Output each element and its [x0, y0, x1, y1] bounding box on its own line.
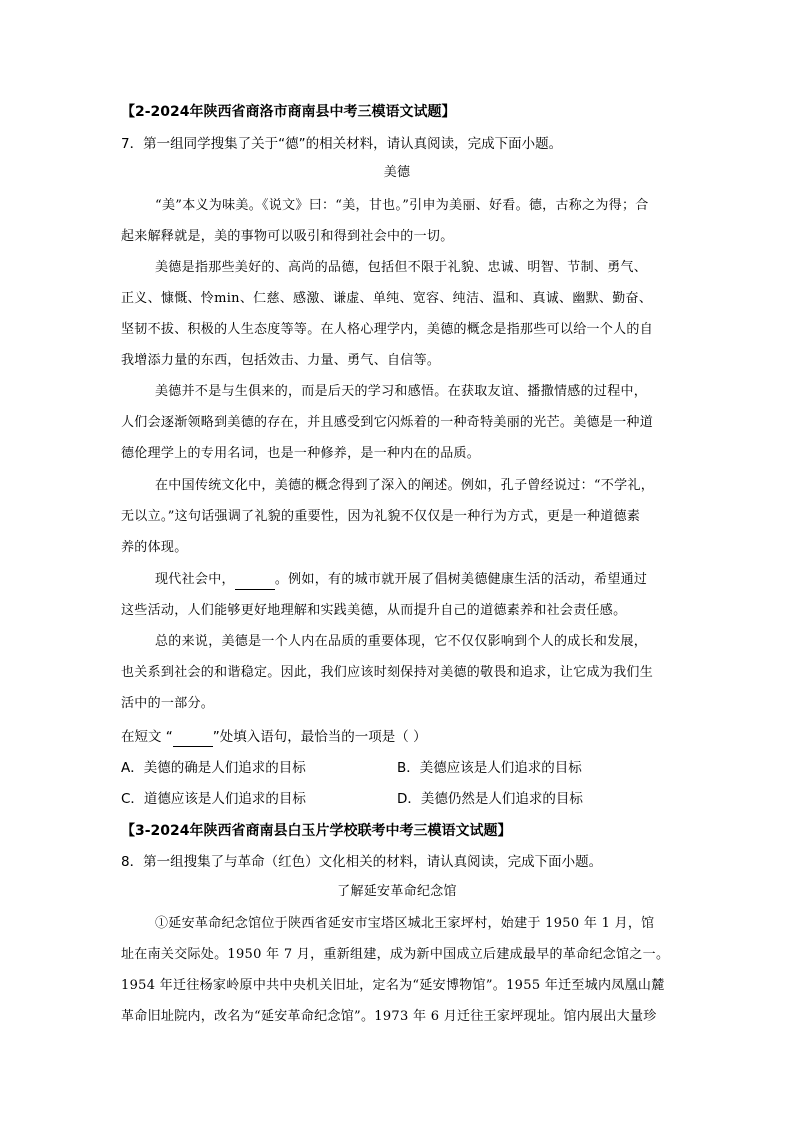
- article-line: 1954 年迁往杨家岭原中共中央机关旧址，定名为“延安博物馆”。1955 年迁至城内凤凰山麓: [121, 978, 665, 993]
- section-heading: 【2-2024年陕西省商洛市商南县中考三模语文试题】: [121, 104, 456, 120]
- option-c[interactable]: C．道德应该是人们追求的目标: [121, 791, 306, 807]
- article-line: 坚韧不拔、积极的人生态度等等。在人格心理学内，美德的概念是指那些可以给一个人的自: [121, 322, 654, 337]
- article-line: 这些活动，人们能够更好地理解和实践美德，从而提升自己的道德素养和社会责任感。: [121, 603, 627, 618]
- article-line: 我增添力量的东西，包括效击、力量、勇气、自信等。: [121, 353, 441, 368]
- article-text: 现代社会中，: [155, 572, 235, 587]
- article-line: 在中国传统文化中，美德的概念得到了深入的阐述。例如，孔子曾经说过：“不学礼，: [155, 478, 655, 493]
- question-stem: 7．第一组同学搜集了关于“德”的相关材料，请认真阅读，完成下面小题。: [121, 136, 563, 152]
- prompt-text: ”处填入语句，最恰当的一项是（ ）: [212, 729, 427, 745]
- article-line-with-blank: [155, 571, 647, 590]
- article-title: 美德: [383, 165, 411, 180]
- question-prompt: [121, 728, 427, 747]
- article-line: 人们会逐渐领略到美德的存在，并且感受到它闪烁着的一种奇特美丽的光芒。美德是一种道: [121, 415, 654, 430]
- article-line: 革命旧址院内，改名为“延安革命纪念馆”。1973 年 6 月迁往王家坪现址。馆内展出大量珍: [121, 1009, 657, 1024]
- article-line: 美德并不是与生俱来的，而是后天的学习和感悟。在获取友谊、播撒情感的过程中，: [155, 384, 648, 399]
- prompt-blank: [173, 728, 213, 747]
- article-line: 美德是指那些美好的、高尚的品德，包括但不限于礼貌、忠诚、明智、节制、勇气、: [155, 260, 648, 275]
- article-line: ①延安革命纪念馆位于陕西省延安市宝塔区城北王家坪村，始建于 1950 年 1 月，馆: [155, 916, 655, 931]
- option-a[interactable]: A．美德的确是人们追求的目标: [121, 760, 306, 776]
- article-line: 址在南关交际处。1950 年 7 月，重新组建，成为新中国成立后建成最早的革命纪念馆之一。: [121, 947, 670, 962]
- question-stem: 8．第一组搜集了与革命（红色）文化相关的材料，请认真阅读，完成下面小题。: [121, 854, 603, 870]
- article-text: 。例如，有的城市就开展了倡树美德健康生活的活动，希望通过: [274, 572, 648, 587]
- article-line: 养的体现。: [121, 540, 188, 555]
- article-line: “美”本义为味美。《说文》曰：“美，甘也。”引申为美丽、好看。德，古称之为得；合: [155, 198, 649, 213]
- option-b[interactable]: B．美德应该是人们追求的目标: [397, 760, 582, 776]
- article-line: 正义、慷慨、怜min、仁慈、感激、谦虚、单纯、宽容、纯洁、温和、真诚、幽默、勤奋、: [121, 291, 653, 306]
- article-line: 总的来说，美德是一个人内在品质的重要体现，它不仅仅影响到个人的成长和发展，: [155, 634, 648, 649]
- article-line: 起来解释就是，美的事物可以吸引和得到社会中的一切。: [121, 229, 454, 244]
- article-line: 德伦理学上的专用名词，也是一种修养，是一种内在的品质。: [121, 446, 481, 461]
- article-line: 无以立。”这句话强调了礼貌的重要性，因为礼貌不仅仅是一种行为方式，更是一种道德素: [121, 509, 641, 524]
- prompt-text: 在短文 “: [121, 729, 173, 745]
- article-title: 了解延安革命纪念馆: [337, 884, 457, 899]
- option-d[interactable]: D．美德仍然是人们追求的目标: [397, 791, 583, 807]
- article-line: 也关系到社会的和谐稳定。因此，我们应该时刻保持对美德的敬畏和追求，让它成为我们生: [121, 665, 654, 680]
- fill-blank: [235, 571, 275, 590]
- article-line: 活中的一部分。: [121, 696, 215, 711]
- section-heading: 【3-2024年陕西省商南县白玉片学校联考中考三模语文试题】: [121, 823, 512, 839]
